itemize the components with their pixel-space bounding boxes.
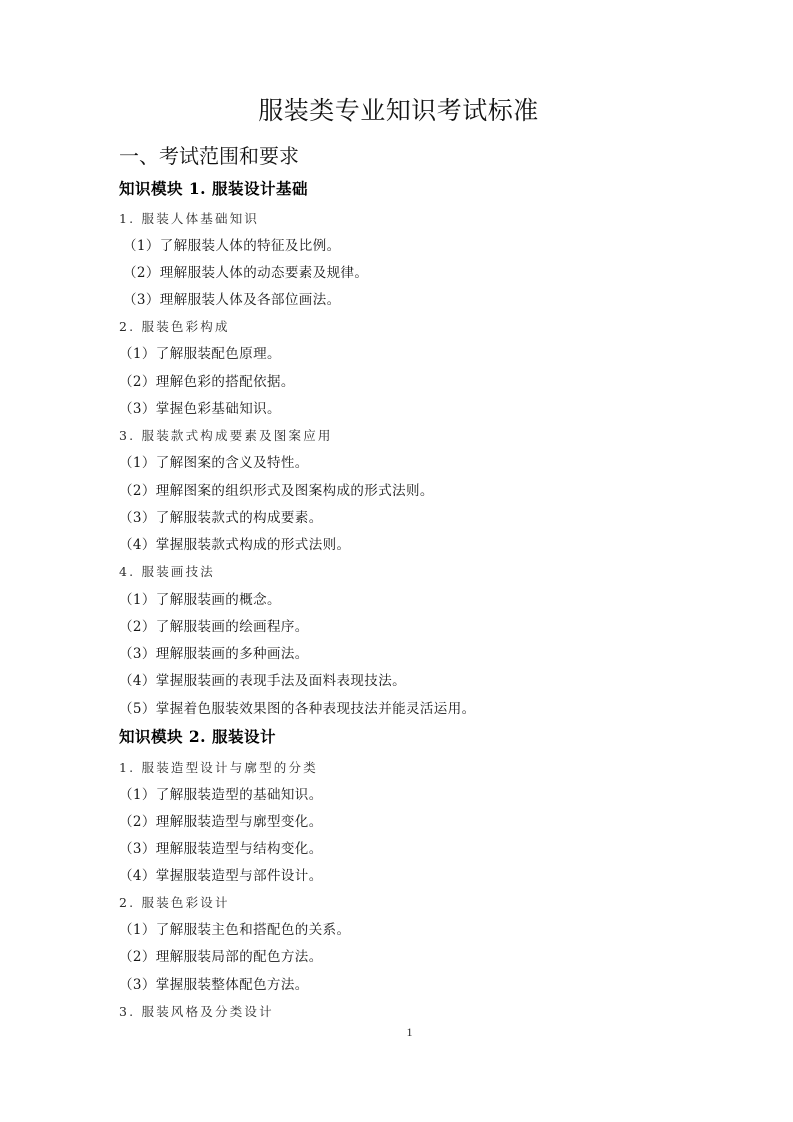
- list-item: （2）理解服装局部的配色方法。: [119, 949, 323, 965]
- section-heading: 一、考试范围和要求: [119, 144, 299, 168]
- page-number: 1: [406, 1025, 413, 1039]
- list-item: （3）了解服装款式的构成要素。: [119, 510, 323, 526]
- list-item: （2）了解服装画的绘画程序。: [119, 619, 309, 635]
- subsection-heading: 4. 服装画技法: [119, 564, 215, 579]
- list-item: （5）掌握着色服装效果图的各种表现技法并能灵活运用。: [119, 701, 476, 717]
- subsection-heading: 2. 服装色彩构成: [119, 319, 230, 334]
- list-item: （2）理解色彩的搭配依据。: [119, 374, 295, 390]
- list-item: （4）掌握服装造型与部件设计。: [119, 868, 323, 884]
- list-item: （4）掌握服装款式构成的形式法则。: [119, 537, 351, 553]
- subsection-heading: 1. 服装造型设计与廓型的分类: [119, 760, 318, 775]
- list-item: （3）理解服装画的多种画法。: [119, 646, 309, 662]
- module-heading-2: 知识模块 2. 服装设计: [119, 727, 276, 746]
- list-item: （1）了解服装画的概念。: [119, 592, 281, 608]
- list-item: （2）理解服装造型与廓型变化。: [119, 814, 323, 830]
- subsection-heading: 3. 服装款式构成要素及图案应用: [119, 428, 333, 443]
- list-item: （3）理解服装人体及各部位画法。: [123, 292, 341, 308]
- list-item: （3）理解服装造型与结构变化。: [119, 841, 323, 857]
- subsection-heading: 3. 服装风格及分类设计: [119, 1004, 274, 1019]
- list-item: （1）了解服装造型的基础知识。: [119, 787, 323, 803]
- list-item: （3）掌握色彩基础知识。: [119, 401, 281, 417]
- list-item: （1）了解服装主色和搭配色的关系。: [119, 922, 351, 938]
- subsection-heading: 1. 服装人体基础知识: [119, 211, 260, 226]
- list-item: （2）理解图案的组织形式及图案构成的形式法则。: [119, 483, 434, 499]
- list-item: （4）掌握服装画的表现手法及面料表现技法。: [119, 673, 406, 689]
- list-item: （2）理解服装人体的动态要素及规律。: [123, 265, 369, 281]
- list-item: （3）掌握服装整体配色方法。: [119, 977, 309, 993]
- list-item: （1）了解服装人体的特征及比例。: [123, 238, 341, 254]
- list-item: （1）了解图案的含义及特性。: [119, 455, 309, 471]
- subsection-heading: 2. 服装色彩设计: [119, 895, 230, 910]
- document-title: 服装类专业知识考试标准: [258, 96, 539, 125]
- list-item: （1）了解服装配色原理。: [119, 346, 281, 362]
- module-heading-1: 知识模块 1. 服装设计基础: [119, 179, 308, 198]
